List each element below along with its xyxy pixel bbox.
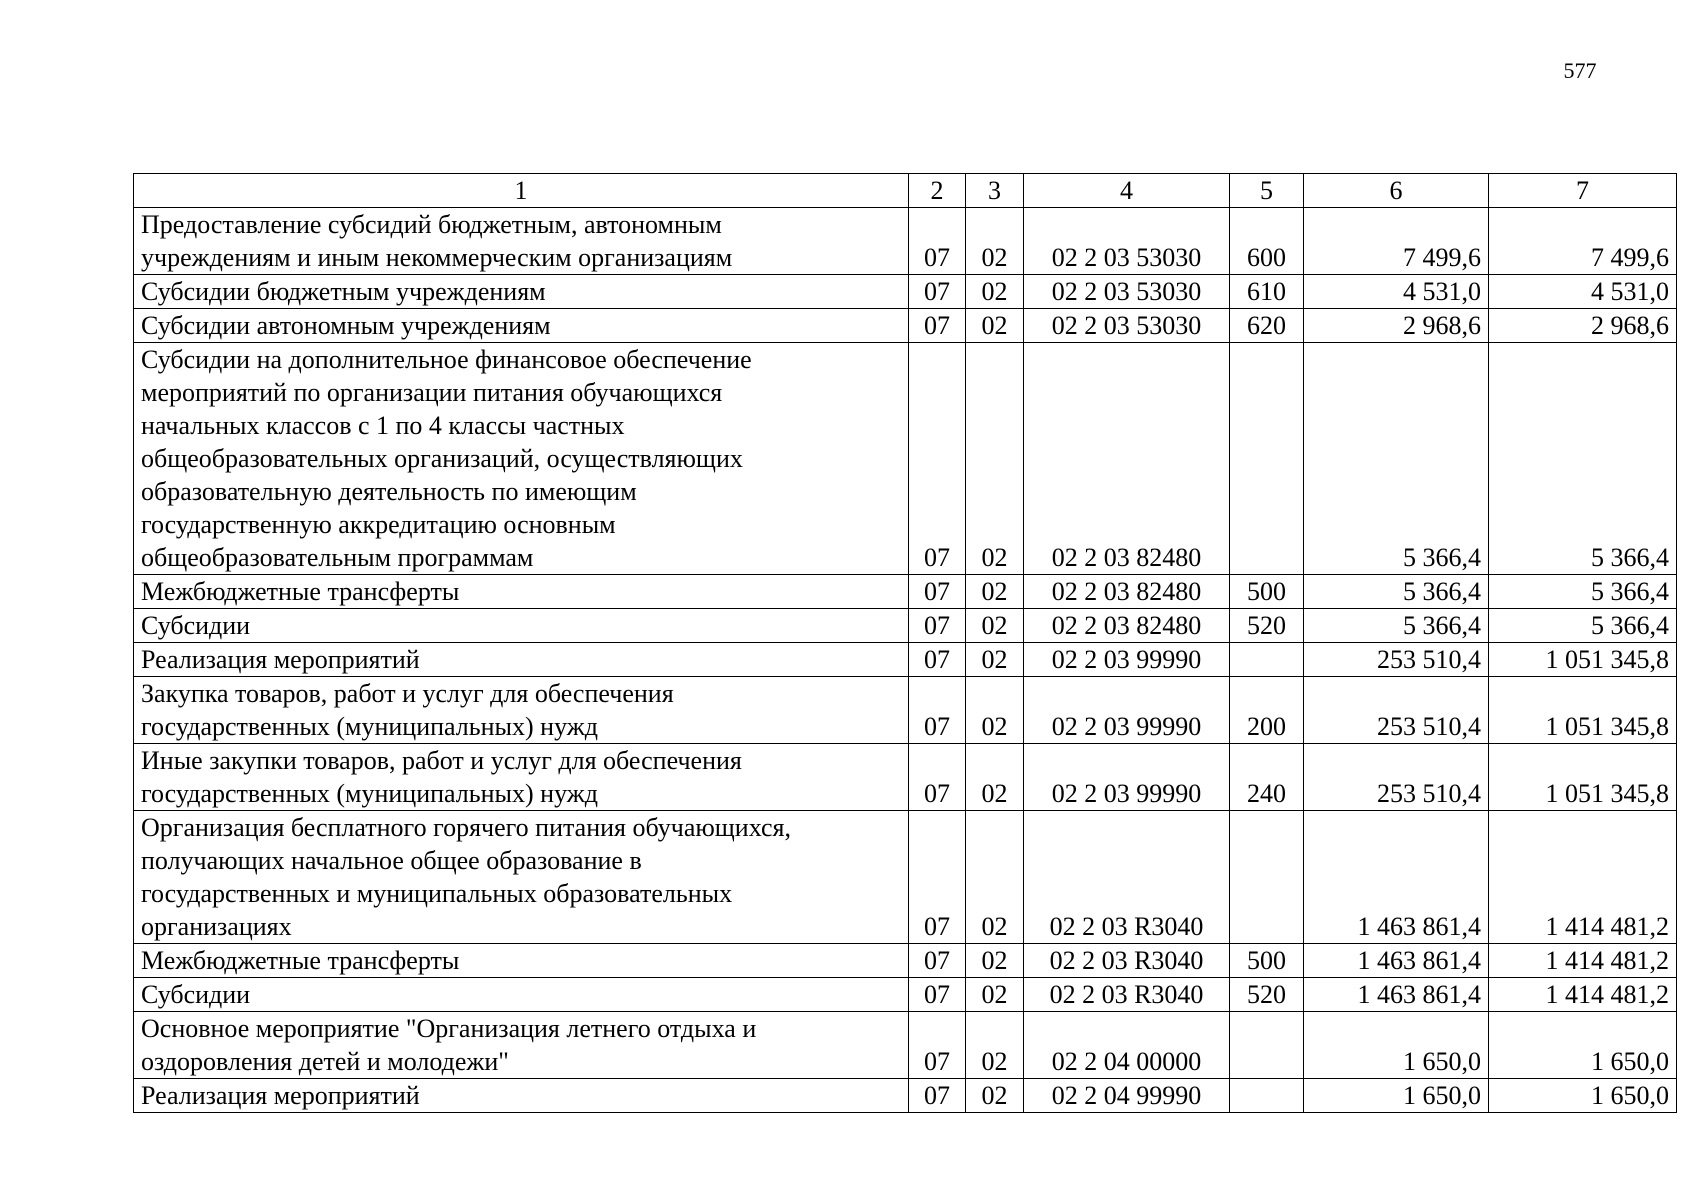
- target-article-code: 02 2 04 00000: [1024, 1012, 1230, 1079]
- row-description: [134, 343, 909, 575]
- expense-type-code: [1230, 1012, 1304, 1079]
- description-line: государственную аккредитацию основным: [141, 510, 616, 539]
- description-line: Субсидии на дополнительное финансовое обеспечение: [141, 345, 752, 374]
- expense-type-code: 620: [1230, 309, 1304, 343]
- section-code: 07: [909, 811, 966, 944]
- section-code: 07: [909, 343, 966, 575]
- amount-year-1: 253 510,4: [1304, 744, 1489, 811]
- expense-type-code: 520: [1230, 978, 1304, 1012]
- expense-type-code: 240: [1230, 744, 1304, 811]
- description-line: общеобразовательных организаций, осуществляющих: [141, 444, 743, 473]
- subsection-code: 02: [966, 208, 1024, 275]
- section-code: 07: [909, 275, 966, 309]
- amount-year-2: 1 051 345,8: [1489, 643, 1677, 677]
- description-line: государственных (муниципальных) нужд: [141, 712, 598, 741]
- amount-year-1: 1 650,0: [1304, 1079, 1489, 1113]
- section-code: 07: [909, 609, 966, 643]
- section-code: 07: [909, 978, 966, 1012]
- table-row: [134, 275, 1677, 309]
- amount-year-1: 5 366,4: [1304, 609, 1489, 643]
- description-line: организациях: [141, 912, 292, 941]
- amount-year-1: 4 531,0: [1304, 275, 1489, 309]
- amount-year-2: 1 650,0: [1489, 1079, 1677, 1113]
- section-code: 07: [909, 1012, 966, 1079]
- section-code: 07: [909, 677, 966, 744]
- row-description: [134, 944, 909, 978]
- target-article-code: 02 2 03 53030: [1024, 208, 1230, 275]
- target-article-code: 02 2 03 53030: [1024, 309, 1230, 343]
- description-line: оздоровления детей и молодежи": [141, 1047, 509, 1076]
- amount-year-1: 1 463 861,4: [1304, 811, 1489, 944]
- row-description: [134, 275, 909, 309]
- row-description: [134, 575, 909, 609]
- subsection-code: 02: [966, 978, 1024, 1012]
- target-article-code: 02 2 03 82480: [1024, 609, 1230, 643]
- row-description: [134, 609, 909, 643]
- expense-type-code: 500: [1230, 944, 1304, 978]
- amount-year-2: 5 366,4: [1489, 343, 1677, 575]
- amount-year-1: 1 463 861,4: [1304, 978, 1489, 1012]
- table-row: [134, 609, 1677, 643]
- target-article-code: 02 2 03 82480: [1024, 575, 1230, 609]
- expense-type-code: 610: [1230, 275, 1304, 309]
- subsection-code: 02: [966, 643, 1024, 677]
- expense-type-code: [1230, 643, 1304, 677]
- column-header-2: 2: [909, 174, 966, 208]
- amount-year-1: 253 510,4: [1304, 677, 1489, 744]
- row-description: [134, 643, 909, 677]
- column-header-7: 7: [1489, 174, 1677, 208]
- target-article-code: 02 2 03 82480: [1024, 343, 1230, 575]
- description-line: Субсидии автономным учреждениям: [141, 311, 551, 340]
- section-code: 07: [909, 643, 966, 677]
- table-body: [134, 174, 1677, 1113]
- amount-year-1: 1 650,0: [1304, 1012, 1489, 1079]
- amount-year-2: 5 366,4: [1489, 609, 1677, 643]
- expense-type-code: [1230, 343, 1304, 575]
- target-article-code: 02 2 03 R3040: [1024, 944, 1230, 978]
- target-article-code: 02 2 03 R3040: [1024, 811, 1230, 944]
- subsection-code: 02: [966, 1012, 1024, 1079]
- expense-type-code: 200: [1230, 677, 1304, 744]
- table-row: [134, 208, 1677, 275]
- description-line: Межбюджетные трансферты: [141, 577, 460, 606]
- amount-year-2: 1 414 481,2: [1489, 978, 1677, 1012]
- expense-type-code: 600: [1230, 208, 1304, 275]
- description-line: Субсидии: [141, 611, 251, 640]
- subsection-code: 02: [966, 575, 1024, 609]
- table-row: [134, 978, 1677, 1012]
- amount-year-1: 5 366,4: [1304, 343, 1489, 575]
- description-line: Предоставление субсидий бюджетным, автономным: [141, 210, 722, 239]
- expense-type-code: 520: [1230, 609, 1304, 643]
- description-line: начальных классов с 1 по 4 классы частных: [141, 411, 625, 440]
- amount-year-2: 1 414 481,2: [1489, 811, 1677, 944]
- row-description: [134, 208, 909, 275]
- target-article-code: 02 2 03 R3040: [1024, 978, 1230, 1012]
- column-header-6: 6: [1304, 174, 1489, 208]
- row-description: [134, 978, 909, 1012]
- table-row: [134, 309, 1677, 343]
- column-header-3: 3: [966, 174, 1024, 208]
- row-description: [134, 1012, 909, 1079]
- subsection-code: 02: [966, 309, 1024, 343]
- section-code: 07: [909, 1079, 966, 1113]
- subsection-code: 02: [966, 677, 1024, 744]
- row-description: [134, 1079, 909, 1113]
- amount-year-2: 4 531,0: [1489, 275, 1677, 309]
- section-code: 07: [909, 575, 966, 609]
- budget-table: [133, 173, 1677, 1113]
- row-description: [134, 309, 909, 343]
- description-line: учреждениям и иным некоммерческим организациям: [141, 243, 733, 272]
- amount-year-1: 1 463 861,4: [1304, 944, 1489, 978]
- row-description: [134, 744, 909, 811]
- description-line: образовательную деятельность по имеющим: [141, 477, 637, 506]
- expense-type-code: [1230, 1079, 1304, 1113]
- table-row: [134, 677, 1677, 744]
- description-line: Закупка товаров, работ и услуг для обеспечения: [141, 679, 674, 708]
- target-article-code: 02 2 04 99990: [1024, 1079, 1230, 1113]
- amount-year-1: 2 968,6: [1304, 309, 1489, 343]
- page-number: 577: [1563, 58, 1597, 83]
- header-row: [134, 174, 1677, 208]
- section-code: 07: [909, 944, 966, 978]
- column-header-4: 4: [1024, 174, 1230, 208]
- table-row: [134, 643, 1677, 677]
- table-row: [134, 811, 1677, 944]
- expense-type-code: 500: [1230, 575, 1304, 609]
- amount-year-1: 5 366,4: [1304, 575, 1489, 609]
- subsection-code: 02: [966, 1079, 1024, 1113]
- column-header-5: 5: [1230, 174, 1304, 208]
- amount-year-2: 5 366,4: [1489, 575, 1677, 609]
- column-header-1: 1: [134, 174, 909, 208]
- subsection-code: 02: [966, 744, 1024, 811]
- row-description: [134, 811, 909, 944]
- description-line: Иные закупки товаров, работ и услуг для обеспечения: [141, 746, 742, 775]
- target-article-code: 02 2 03 99990: [1024, 677, 1230, 744]
- amount-year-2: 1 051 345,8: [1489, 677, 1677, 744]
- subsection-code: 02: [966, 944, 1024, 978]
- description-line: Реализация мероприятий: [141, 1081, 420, 1110]
- description-line: государственных (муниципальных) нужд: [141, 779, 598, 808]
- description-line: Реализация мероприятий: [141, 645, 420, 674]
- description-line: общеобразовательным программам: [141, 543, 534, 572]
- table-row: [134, 1079, 1677, 1113]
- amount-year-2: 1 650,0: [1489, 1012, 1677, 1079]
- expense-type-code: [1230, 811, 1304, 944]
- table-row: [134, 944, 1677, 978]
- amount-year-1: 253 510,4: [1304, 643, 1489, 677]
- section-code: 07: [909, 208, 966, 275]
- target-article-code: 02 2 03 53030: [1024, 275, 1230, 309]
- row-description: [134, 677, 909, 744]
- amount-year-1: 7 499,6: [1304, 208, 1489, 275]
- amount-year-2: 7 499,6: [1489, 208, 1677, 275]
- description-line: Основное мероприятие "Организация летнего отдыха и: [141, 1014, 757, 1043]
- description-line: Субсидии: [141, 980, 251, 1009]
- section-code: 07: [909, 309, 966, 343]
- description-line: Организация бесплатного горячего питания обучающихся,: [141, 813, 791, 842]
- target-article-code: 02 2 03 99990: [1024, 744, 1230, 811]
- description-line: Межбюджетные трансферты: [141, 946, 460, 975]
- description-line: получающих начальное общее образование в: [141, 846, 642, 875]
- table-row: [134, 343, 1677, 575]
- amount-year-2: 2 968,6: [1489, 309, 1677, 343]
- description-line: Субсидии бюджетным учреждениям: [141, 277, 546, 306]
- table-row: [134, 575, 1677, 609]
- table-row: [134, 744, 1677, 811]
- table-row: [134, 1012, 1677, 1079]
- description-line: государственных и муниципальных образовательных: [141, 879, 733, 908]
- subsection-code: 02: [966, 609, 1024, 643]
- subsection-code: 02: [966, 811, 1024, 944]
- subsection-code: 02: [966, 343, 1024, 575]
- subsection-code: 02: [966, 275, 1024, 309]
- amount-year-2: 1 051 345,8: [1489, 744, 1677, 811]
- amount-year-2: 1 414 481,2: [1489, 944, 1677, 978]
- target-article-code: 02 2 03 99990: [1024, 643, 1230, 677]
- description-line: мероприятий по организации питания обучающихся: [141, 378, 723, 407]
- section-code: 07: [909, 744, 966, 811]
